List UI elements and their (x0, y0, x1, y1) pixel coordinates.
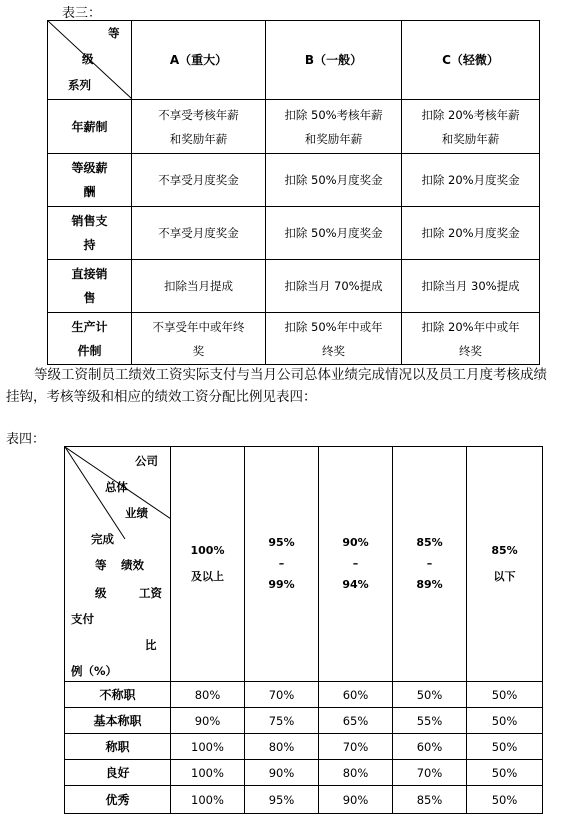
cell: 扣除当月提成 (132, 260, 266, 313)
table-row (65, 760, 543, 786)
hdr-performance: 业绩 (125, 506, 148, 520)
row-label: 生产计 (71, 319, 108, 334)
col-line: 95% (268, 536, 295, 549)
row-label: 优秀 (65, 786, 171, 814)
hdr-ratio-unit: 例（%） (71, 664, 118, 678)
cell: 扣除 50%月度奖金 (266, 207, 402, 260)
cell: 70% (319, 734, 393, 760)
cell: 85% (393, 786, 467, 814)
hdr-wage-label: 工资 (139, 586, 162, 600)
table-row (48, 100, 540, 154)
cell-line: 奖 (192, 343, 205, 358)
cell: 100% (171, 734, 245, 760)
table4-caption: 表四： (6, 432, 46, 447)
row-label-cont: 售 (83, 291, 96, 305)
col-line: 及以上 (191, 570, 224, 583)
hdr-overall: 总体 (105, 480, 128, 494)
row-label-cont: 酬 (83, 185, 96, 199)
header-series: 系列 (68, 78, 91, 92)
row-label: 年薪制 (71, 119, 108, 134)
table4-diagonal-header (65, 447, 171, 682)
col-header-85-89 (393, 447, 467, 682)
hdr-grade-char: 等 (95, 558, 107, 572)
cell: 90% (319, 786, 393, 814)
col-header-90-94 (319, 447, 393, 682)
cell: 50% (467, 734, 543, 760)
cell: 不享受月度奖金 (132, 207, 266, 260)
cell: 55% (393, 708, 467, 734)
col-line: 100% (190, 544, 225, 557)
row-label: 销售支 (71, 214, 108, 228)
row-label-cont: 持 (83, 238, 96, 252)
col-line: 89% (416, 578, 443, 591)
hdr-payment: 支付 (71, 612, 94, 626)
hdr-perf-label: 绩效 (121, 558, 144, 572)
table-row (65, 682, 543, 708)
cell: 90% (171, 708, 245, 734)
cell-line: 扣除 50%考核年薪 (284, 107, 383, 122)
cell: 50% (467, 708, 543, 734)
col-line: 85% (416, 536, 443, 549)
cell: 60% (393, 734, 467, 760)
row-label-cont: 件制 (77, 343, 102, 358)
col-header-100-above (171, 447, 245, 682)
col-line: 99% (268, 578, 295, 591)
row-label: 直接销 (71, 267, 108, 281)
col-header-b: B（一般） (266, 21, 402, 100)
cell: 50% (393, 682, 467, 708)
col-line (467, 559, 542, 569)
col-header-85-below (467, 447, 543, 682)
col-line: – (278, 557, 285, 570)
row-label: 不称职 (65, 682, 171, 708)
row-label: 称职 (65, 734, 171, 760)
table3 (47, 20, 540, 365)
cell: 不享受月度奖金 (132, 154, 266, 207)
cell-line: 不享受考核年薪 (158, 107, 239, 122)
cell: 扣除当月 70%提成 (266, 260, 402, 313)
cell: 80% (245, 734, 319, 760)
cell: 90% (245, 760, 319, 786)
header-grade-char: 等 (108, 26, 120, 40)
table-row (48, 260, 540, 313)
cell-line: 和奖励年薪 (169, 131, 228, 146)
cell: 100% (171, 786, 245, 814)
cell: 扣除当月 30%提成 (402, 260, 540, 313)
cell: 80% (319, 760, 393, 786)
cell: 扣除 20%月度奖金 (402, 207, 540, 260)
cell-line: 扣除 20%考核年薪 (421, 107, 520, 122)
col-line: 85% (491, 544, 518, 557)
cell: 70% (393, 760, 467, 786)
table3-caption: 表三： (62, 6, 102, 21)
cell-line: 不享受年中或年终 (152, 319, 245, 334)
col-header-c: C（轻微） (402, 21, 540, 100)
table-row (65, 708, 543, 734)
body-paragraph (0, 364, 579, 408)
row-label: 等级薪 (71, 161, 108, 175)
cell-line: 和奖励年薪 (441, 131, 500, 146)
cell-line: 和奖励年薪 (304, 131, 363, 146)
col-line: – (426, 557, 433, 570)
paragraph-line1: 等级工资制员工绩效工资实际支付与当月公司总体业绩完成情况以及员工月度考核成绩 (34, 367, 547, 383)
cell: 扣除 50%月度奖金 (266, 154, 402, 207)
cell: 75% (245, 708, 319, 734)
table-row (48, 313, 540, 365)
table3-diagonal-header (48, 21, 132, 100)
col-header-a: A（重大） (132, 21, 266, 100)
col-line: 90% (342, 536, 369, 549)
cell: 95% (245, 786, 319, 814)
table-row (48, 154, 540, 207)
col-line: 94% (342, 578, 369, 591)
header-level-char: 级 (82, 52, 94, 66)
cell-line: 终奖 (322, 343, 345, 358)
col-line: – (352, 557, 359, 570)
hdr-level-char: 级 (95, 586, 107, 600)
col-header-95-99 (245, 447, 319, 682)
cell: 80% (171, 682, 245, 708)
cell-line: 扣除 50%年中或年 (284, 319, 383, 334)
cell: 100% (171, 760, 245, 786)
table4 (64, 446, 543, 814)
row-label: 良好 (65, 760, 171, 786)
watermark: ​ (570, 762, 576, 778)
cell: 50% (467, 682, 543, 708)
hdr-company: 公司 (135, 454, 158, 468)
hdr-completion: 完成 (91, 532, 114, 546)
col-line (171, 559, 244, 569)
table-row (65, 734, 543, 760)
col-line: 以下 (493, 570, 516, 583)
cell: 65% (319, 708, 393, 734)
row-label: 基本称职 (65, 708, 171, 734)
paragraph-line2: 挂钩，考核等级和相应的绩效工资分配比例见表四： (6, 389, 317, 405)
cell: 70% (245, 682, 319, 708)
cell: 50% (467, 786, 543, 814)
table-row (65, 786, 543, 814)
table-row (48, 207, 540, 260)
cell-line: 扣除 20%年中或年 (421, 319, 520, 334)
cell: 扣除 20%月度奖金 (402, 154, 540, 207)
hdr-ratio-char: 比 (145, 638, 157, 652)
cell-line: 终奖 (459, 343, 482, 358)
cell: 50% (467, 760, 543, 786)
cell: 60% (319, 682, 393, 708)
